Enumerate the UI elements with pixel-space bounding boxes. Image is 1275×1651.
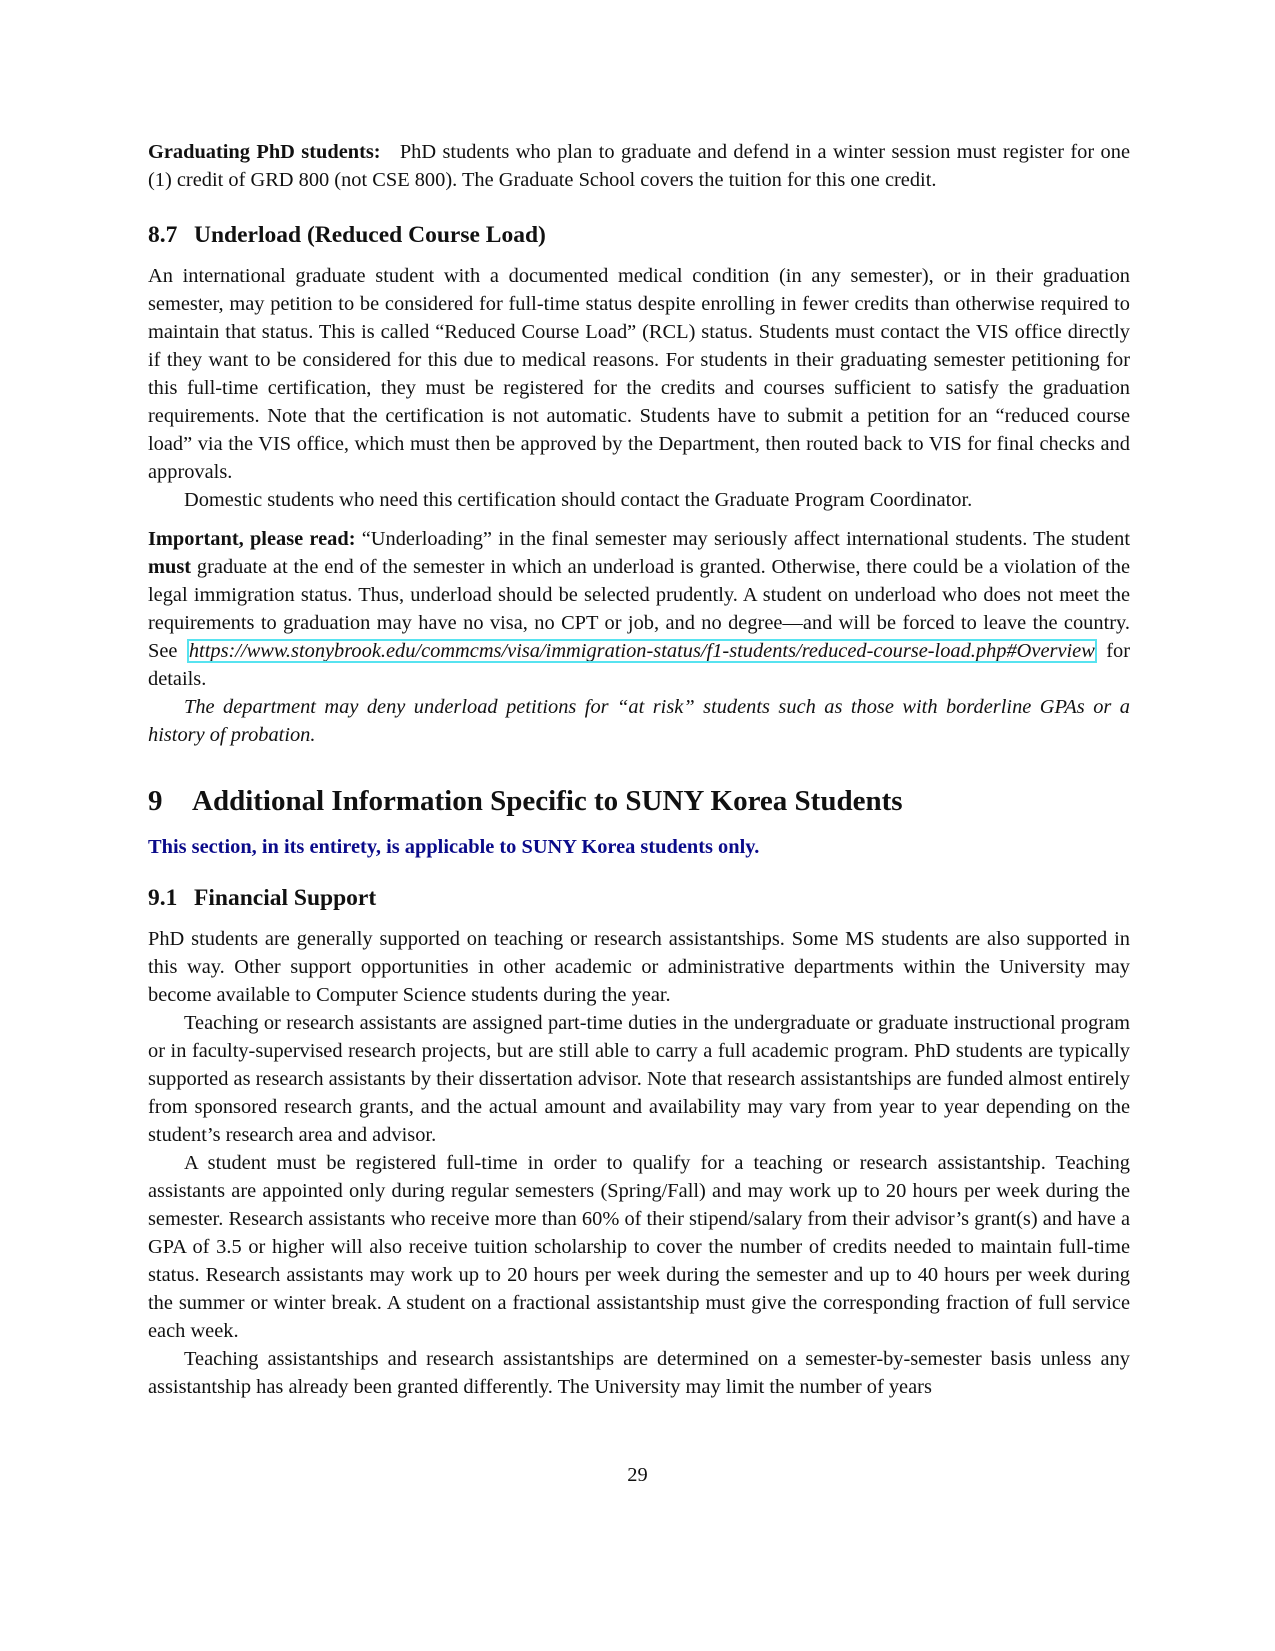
section-number: 9 bbox=[148, 785, 163, 817]
important-text-b: graduate at the end of the semester in which an underload is granted. Otherwise, there could be a violation of the legal immigration status. Thus, underload should be selected prudently. A student on underload who does not meet the requirements to graduation may have no visa, no CPT or job, and no degree—and will be forced to leave the country. See bbox=[148, 556, 1130, 662]
important-paragraph bbox=[148, 525, 1130, 693]
suny-korea-notice: This section, in its entirety, is applicable to SUNY Korea students only. bbox=[148, 836, 760, 858]
important-text-a: “Underloading” in the final semester may seriously affect international students. The student bbox=[361, 528, 1131, 550]
section-9-heading bbox=[148, 783, 1130, 819]
financial-paragraph-3: A student must be registered full-time in order to qualify for a teaching or research assistantship. Teaching assistants are appointed only during regular semesters (Spring/Fall) and may work up to 20 hours per week during the semester. Research assistants who receive more than 60% of their stipend/salary from their advisor’s grant(s) and have a GPA of 3.5 or higher will also receive tuition scholarship to cover the number of credits needed to maintain full-time status. Research assistants may work up to 20 hours per week during the semester and up to 40 hours per week during the summer or winter break. A student on a fractional assistantship must give the corresponding fraction of full service each week. bbox=[148, 1152, 1130, 1342]
underload-italic-note: The department may deny underload petitions for “at risk” students such as those with borderline GPAs or a history of probation. bbox=[148, 696, 1130, 746]
important-must: must bbox=[148, 556, 192, 578]
underload-paragraph-2: Domestic students who need this certification should contact the Graduate Program Coordinator. bbox=[184, 489, 973, 511]
financial-paragraph-4: Teaching assistantships and research assistantships are determined on a semester-by-semester basis unless any assistantship has already been granted differently. The University may limit the number of years bbox=[148, 1348, 1130, 1398]
financial-paragraph-1: PhD students are generally supported on teaching or research assistantships. Some MS students are also supported in this way. Other support opportunities in other academic or administrative departments within the University may become available to Computer Science students during the year. bbox=[148, 928, 1130, 1006]
important-label: Important, please read: bbox=[148, 528, 356, 550]
section-number: 9.1 bbox=[148, 885, 178, 911]
section-number: 8.7 bbox=[148, 222, 178, 248]
document-page bbox=[148, 138, 1130, 1401]
section-9-1-heading bbox=[148, 883, 1130, 913]
section-8-7-heading bbox=[148, 220, 1130, 250]
grad-phd-paragraph bbox=[148, 138, 1130, 194]
section-title: Additional Information Specific to SUNY Korea Students bbox=[192, 785, 903, 817]
section-title: Financial Support bbox=[194, 885, 377, 911]
section-title: Underload (Reduced Course Load) bbox=[194, 222, 546, 248]
rcl-link[interactable]: https://www.stonybrook.edu/commcms/visa/immigration-status/f1-students/reduced-course-load.php#Overview bbox=[188, 640, 1095, 662]
financial-paragraph-2: Teaching or research assistants are assigned part-time duties in the undergraduate or graduate instructional program or in faculty-supervised research projects, but are still able to carry a full academic program. PhD students are typically supported as research assistants by their dissertation advisor. Note that research assistantships are funded almost entirely from sponsored research grants, and the actual amount and availability may vary from year to year depending on the student’s research area and advisor. bbox=[148, 1012, 1130, 1146]
grad-phd-text: PhD students who plan to graduate and defend in a winter session must register for one (1) credit of GRD 800 (not CSE 800). The Graduate School covers the tuition for this one credit. bbox=[148, 141, 1130, 191]
page-number: 29 bbox=[627, 1464, 648, 1486]
important-text-c: for details. bbox=[148, 640, 1130, 690]
underload-paragraph-1: An international graduate student with a documented medical condition (in any semester), or in their graduation semester, may petition to be considered for full-time status despite enrolling in fewer credits than otherwise required to maintain that status. This is called “Reduced Course Load” (RCL) status. Students must contact the VIS office directly if they want to be considered for this due to medical reasons. For students in their graduating semester petitioning for this full-time certification, they must be registered for the credits and courses sufficient to satisfy the graduation requirements. Note that the certification is not automatic. Students have to submit a petition for an “reduced course load” via the VIS office, which must then be approved by the Department, then routed back to VIS for final checks and approvals. bbox=[148, 265, 1130, 483]
grad-phd-label: Graduating PhD students: bbox=[148, 141, 381, 163]
